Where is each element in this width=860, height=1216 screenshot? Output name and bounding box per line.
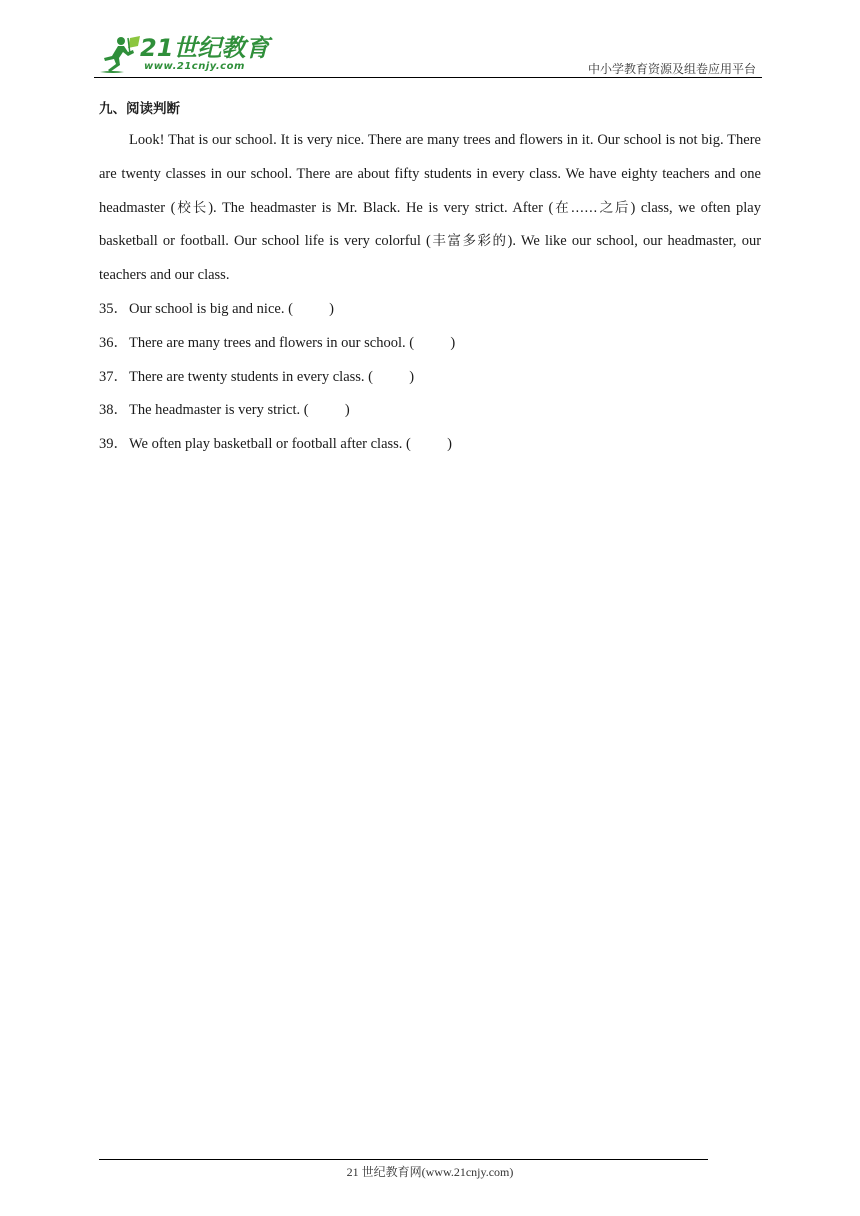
passage-gloss: 丰富多彩的 bbox=[430, 233, 508, 250]
runner-logo-icon bbox=[94, 34, 144, 76]
section-title: 九、阅读判断 bbox=[99, 101, 180, 117]
footer-text: 21 世纪教育网(www.21cnjy.com) bbox=[346, 1165, 514, 1179]
question-list bbox=[99, 293, 761, 462]
passage-gloss: 在……之后 bbox=[553, 199, 631, 216]
closing-paren: ) bbox=[450, 334, 456, 351]
question-number: 36． bbox=[99, 334, 128, 351]
question-text: We often play basketball or football after class. ( bbox=[129, 436, 411, 453]
question-number: 38． bbox=[99, 402, 128, 419]
header-platform-text: 中小学教育资源及组卷应用平台 bbox=[587, 62, 756, 76]
question-item bbox=[99, 293, 761, 327]
main-content bbox=[99, 94, 761, 462]
closing-paren: ) bbox=[447, 436, 452, 453]
page-header bbox=[94, 32, 762, 78]
closing-paren: ) bbox=[344, 402, 350, 419]
answer-blank[interactable] bbox=[411, 428, 447, 462]
reading-passage bbox=[99, 124, 761, 293]
answer-blank[interactable] bbox=[373, 361, 409, 395]
question-text: There are many trees and flowers in our school. ( bbox=[129, 334, 415, 351]
question-number: 39． bbox=[99, 436, 128, 453]
site-logo[interactable] bbox=[94, 32, 270, 78]
question-number: 37． bbox=[99, 368, 128, 385]
passage-text: ) class, we often play basketball or football. Our school life is very colorful ( bbox=[99, 199, 761, 250]
passage-text: ). The headmaster is Mr. Black. He is very strict. After ( bbox=[208, 199, 554, 216]
question-text: Our school is big and nice. ( bbox=[129, 300, 293, 317]
header-divider bbox=[94, 77, 762, 78]
question-item bbox=[99, 361, 761, 395]
answer-blank[interactable] bbox=[309, 394, 345, 428]
question-item bbox=[99, 327, 761, 361]
question-item bbox=[99, 394, 761, 428]
closing-paren: ) bbox=[409, 368, 415, 385]
logo-url: www.21cnjy.com bbox=[144, 61, 245, 72]
question-number: 35． bbox=[99, 300, 128, 317]
answer-blank[interactable] bbox=[293, 293, 329, 327]
question-text: There are twenty students in every class. ( bbox=[129, 368, 373, 385]
logo-text: 21世纪教育 bbox=[140, 34, 270, 62]
passage-text: ). We like our school, our headmaster, our teachers and our class. bbox=[99, 233, 762, 284]
closing-paren: ) bbox=[329, 300, 334, 317]
answer-blank[interactable] bbox=[414, 327, 450, 361]
question-text: The headmaster is very strict. ( bbox=[129, 402, 309, 419]
footer-divider bbox=[99, 1159, 708, 1160]
passage-gloss: 校长 bbox=[175, 199, 209, 216]
passage-text: Look! That is our school. It is very nice. There are many trees and flowers in it. Our school is not big. There are twenty classes in our school. There are about fifty students in every class. We have eighty teachers and one headmaster ( bbox=[99, 132, 761, 216]
question-item bbox=[99, 428, 761, 462]
